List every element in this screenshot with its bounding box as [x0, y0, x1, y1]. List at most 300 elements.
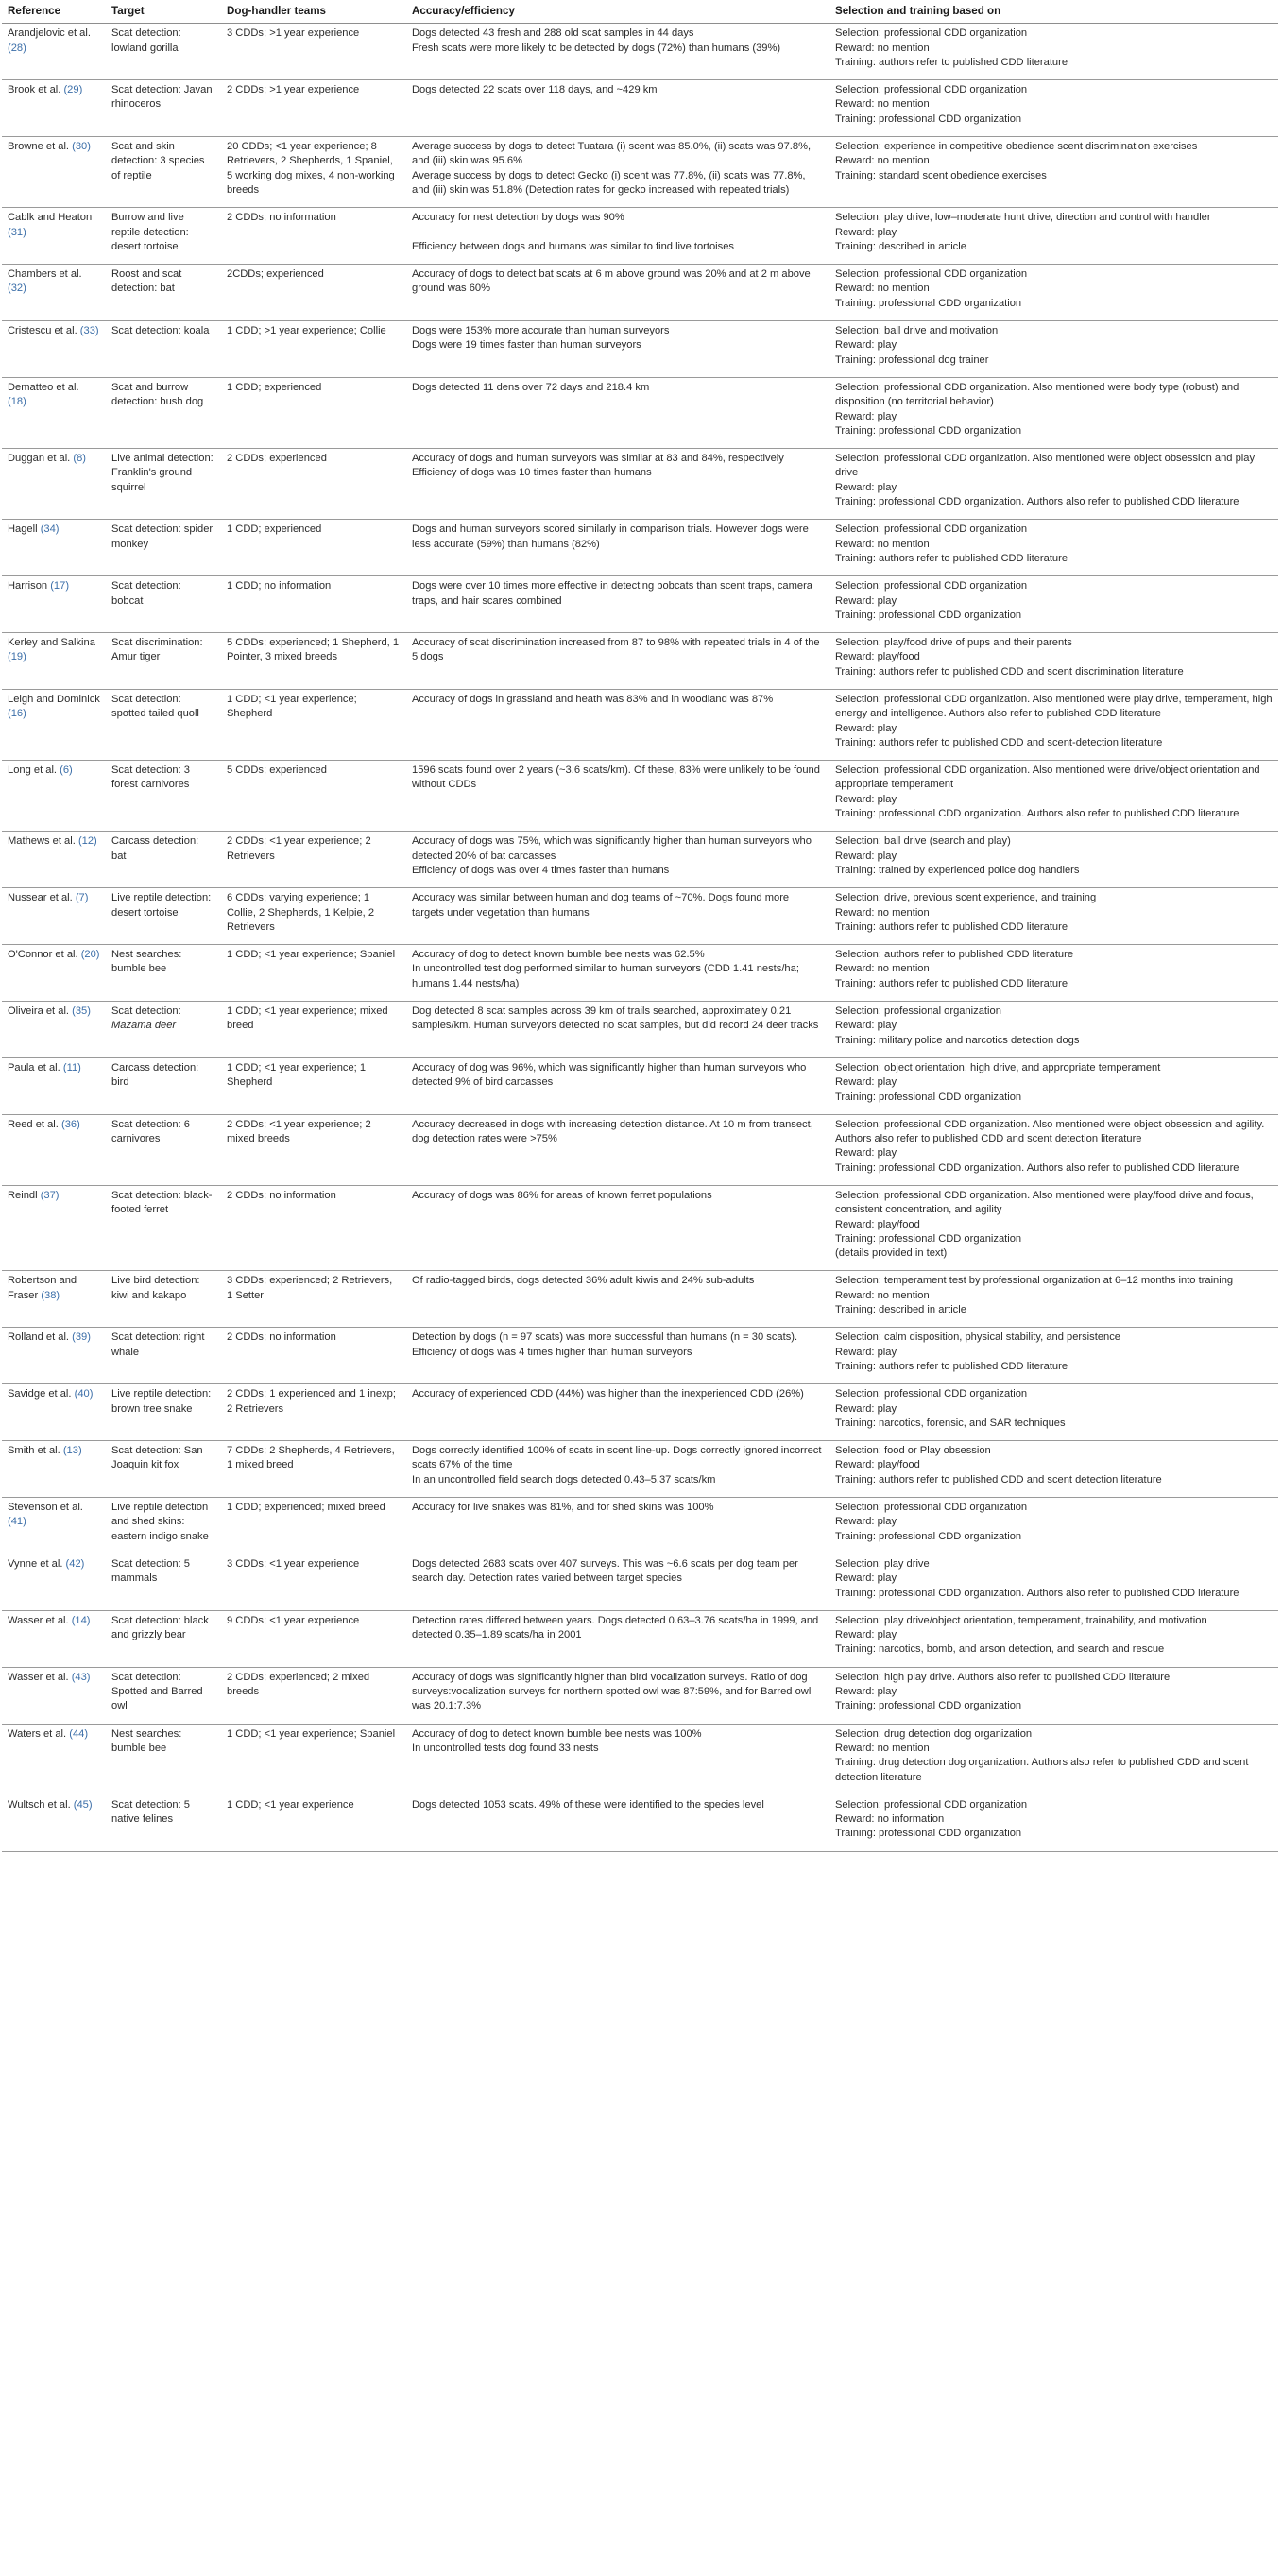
reference-citation-link[interactable]: (33) — [79, 325, 99, 337]
reference-cell — [2, 1002, 106, 1058]
selection-cell — [829, 208, 1278, 265]
selection-line: Training: professional CDD organization. Authors also refer to published CDD literature — [835, 1587, 1239, 1599]
selection-cell — [829, 1554, 1278, 1610]
target-cell — [106, 945, 221, 1002]
target-cell — [106, 1002, 221, 1058]
reference-citation-link[interactable]: (18) — [8, 396, 26, 408]
reference-cell — [2, 1610, 106, 1667]
selection-line: Training: professional CDD organization — [835, 297, 1022, 309]
reference-citation-link[interactable]: (7) — [75, 892, 89, 904]
reference-citation-link[interactable]: (32) — [8, 283, 26, 295]
accuracy-line: In uncontrolled test dog performed similar to human surveyors (CDD 1.41 nests/ha; humans 1.44 nests/ha) — [412, 963, 799, 989]
selection-line: Training: military police and narcotics detection dogs — [835, 1034, 1080, 1046]
accuracy-line: Detection by dogs (n = 97 scats) was more successful than humans (n = 30 scats). Efficiency of dogs was 4 times higher than human surveyors — [412, 1331, 798, 1358]
target-cell — [106, 832, 221, 888]
selection-line: Selection: professional CDD organization — [835, 524, 1028, 536]
target-text: Scat detection: lowland gorilla — [111, 27, 181, 54]
accuracy-cell — [406, 1271, 829, 1328]
accuracy-line: Accuracy for nest detection by dogs was 90% — [412, 212, 624, 224]
table-row — [2, 1498, 1278, 1554]
reference-citation-link[interactable]: (29) — [63, 84, 83, 96]
table-row — [2, 321, 1278, 378]
reference-cell — [2, 1114, 106, 1185]
reference-authors: Waters et al. — [8, 1727, 67, 1740]
selection-line: Selection: professional CDD organization. Also mentioned were drive/object orientation and appropriate temperament — [835, 764, 1260, 791]
reference-cell — [2, 576, 106, 633]
reference-citation-link[interactable]: (36) — [61, 1118, 80, 1130]
selection-line: Training: professional CDD organization — [835, 112, 1022, 125]
target-cell — [106, 80, 221, 137]
reference-cell — [2, 1384, 106, 1441]
reference-authors: Duggan et al. — [8, 453, 71, 465]
table-row — [2, 689, 1278, 760]
teams-cell: 20 CDDs; <1 year experience; 8 Retrievers, 2 Shepherds, 1 Spaniel, 5 working dog mixes, 4 non-working breeds — [221, 137, 406, 208]
accuracy-line: Dogs were over 10 times more effective in detecting bobcats than scent traps, camera traps, and hair scares combined — [412, 580, 812, 607]
target-cell — [106, 377, 221, 448]
selection-line: Training: professional CDD organization — [835, 1091, 1022, 1103]
selection-line: Reward: play/food — [835, 1218, 920, 1230]
selection-line: Reward: play/food — [835, 651, 920, 663]
selection-line: Selection: play drive/object orientation, temperament, trainability, and motivation — [835, 1614, 1207, 1626]
reference-citation-link[interactable]: (44) — [69, 1727, 89, 1740]
reference-cell — [2, 24, 106, 80]
table-header-row — [2, 0, 1278, 24]
selection-line: Reward: no mention — [835, 283, 930, 295]
accuracy-cell — [406, 208, 829, 265]
table-row — [2, 520, 1278, 576]
teams-cell: 1 CDD; <1 year experience — [221, 1795, 406, 1851]
reference-citation-link[interactable]: (35) — [72, 1005, 91, 1018]
target-text: Nest searches: bumble bee — [111, 1727, 182, 1754]
selection-line: Training: narcotics, bomb, and arson detection, and search and rescue — [835, 1643, 1165, 1656]
reference-cell — [2, 1328, 106, 1384]
accuracy-line: Accuracy of scat discrimination increased from 87 to 98% with repeated trials in 4 of the 5 dogs — [412, 637, 820, 663]
reference-authors: Long et al. — [8, 764, 58, 777]
reference-cell — [2, 265, 106, 321]
target-cell — [106, 520, 221, 576]
selection-line: Reward: play — [835, 793, 897, 805]
selection-line: Selection: professional CDD organization — [835, 268, 1028, 281]
reference-authors: Reed et al. — [8, 1118, 59, 1130]
accuracy-cell — [406, 1186, 829, 1271]
accuracy-line: Accuracy of dog to detect known bumble bee nests was 100% — [412, 1727, 702, 1740]
reference-citation-link[interactable]: (39) — [72, 1331, 91, 1344]
accuracy-line: Accuracy of dogs was 75%, which was significantly higher than human surveyors who detected 20% of bat carcasses — [412, 835, 812, 862]
accuracy-cell — [406, 1667, 829, 1724]
reference-citation-link[interactable]: (31) — [8, 226, 26, 238]
teams-cell: 1 CDD; <1 year experience; mixed breed — [221, 1002, 406, 1058]
reference-authors: Browne et al. — [8, 141, 70, 153]
target-text: Scat detection: San Joaquin kit fox — [111, 1445, 203, 1471]
teams-cell: 2 CDDs; no information — [221, 208, 406, 265]
table-row — [2, 1724, 1278, 1795]
teams-cell: 1 CDD; <1 year experience; Shepherd — [221, 689, 406, 760]
accuracy-line: Efficiency between dogs and humans was similar to find live tortoises — [412, 240, 734, 252]
reference-authors: Mathews et al. — [8, 835, 76, 848]
target-text: Scat detection: 3 forest carnivores — [111, 764, 190, 791]
target-cell — [106, 576, 221, 633]
target-species-italic: Mazama deer — [111, 1020, 177, 1032]
selection-line: Reward: play — [835, 481, 897, 493]
reference-citation-link[interactable]: (28) — [8, 42, 26, 54]
selection-line: Training: professional CDD organization. Authors also refer to published CDD literature — [835, 496, 1239, 508]
target-cell — [106, 449, 221, 520]
reference-citation-link[interactable]: (6) — [60, 764, 73, 777]
target-text: Scat detection: Javan rhinoceros — [111, 84, 213, 111]
accuracy-line: Accuracy decreased in dogs with increasing detection distance. At 10 m from transect, dog detection rates were >75% — [412, 1118, 813, 1145]
reference-authors: Wultsch et al. — [8, 1798, 71, 1811]
selection-line: Training: authors refer to published CDD literature — [835, 1360, 1068, 1372]
reference-citation-link[interactable]: (38) — [41, 1289, 60, 1301]
target-text: Scat detection: Spotted and Barred owl — [111, 1671, 203, 1712]
teams-cell: 2 CDDs; experienced; 2 mixed breeds — [221, 1667, 406, 1724]
selection-line: Selection: play drive — [835, 1557, 930, 1570]
selection-line: Training: trained by experienced police dog handlers — [835, 864, 1080, 876]
target-text: Live animal detection: Franklin's ground squirrel — [111, 453, 214, 493]
accuracy-cell — [406, 1724, 829, 1795]
reference-citation-link[interactable]: (19) — [8, 651, 26, 663]
target-text: Scat detection: 6 carnivores — [111, 1118, 190, 1145]
selection-line: Reward: no mention — [835, 155, 930, 167]
selection-cell — [829, 24, 1278, 80]
accuracy-line: Average success by dogs to detect Gecko (i) scent was 77.8%, (ii) scats was 77.8%, and (iii) skin was 51.8% (Detection rates for gecko increased with repeated trials) — [412, 169, 806, 196]
reference-authors: Brook et al. — [8, 84, 61, 96]
reference-authors: Stevenson et al. — [8, 1502, 83, 1514]
target-cell — [106, 633, 221, 690]
teams-cell: 1 CDD; no information — [221, 576, 406, 633]
selection-line: Reward: no mention — [835, 42, 930, 54]
selection-line: Reward: play — [835, 1686, 897, 1698]
selection-line: Reward: play — [835, 1020, 897, 1032]
selection-line: Reward: play — [835, 1516, 897, 1528]
target-cell — [106, 24, 221, 80]
teams-cell: 1 CDD; experienced — [221, 377, 406, 448]
selection-line: Selection: professional CDD organization. Also mentioned were play/food drive and focus, consistent concentration, and agility — [835, 1190, 1254, 1216]
target-text: Scat and skin detection: 3 species of reptile — [111, 141, 205, 181]
selection-cell — [829, 945, 1278, 1002]
selection-cell — [829, 520, 1278, 576]
selection-line: Selection: professional CDD organization. Also mentioned were object obsession and agility. Authors also refer to published CDD and scent detection literature — [835, 1118, 1265, 1145]
accuracy-cell — [406, 1002, 829, 1058]
reference-authors: Smith et al. — [8, 1445, 60, 1457]
cdd-studies-table — [2, 0, 1278, 1852]
target-cell — [106, 321, 221, 378]
accuracy-cell — [406, 520, 829, 576]
accuracy-cell — [406, 576, 829, 633]
selection-line: Selection: professional CDD organization — [835, 580, 1028, 592]
reference-cell — [2, 1667, 106, 1724]
accuracy-cell — [406, 24, 829, 80]
table-row — [2, 1795, 1278, 1851]
selection-cell — [829, 1441, 1278, 1498]
table-row — [2, 888, 1278, 945]
target-cell — [106, 888, 221, 945]
accuracy-line: Accuracy was similar between human and dog teams of ~70%. Dogs found more targets under vegetation than humans — [412, 892, 790, 919]
target-text: Scat and burrow detection: bush dog — [111, 381, 204, 408]
selection-cell — [829, 137, 1278, 208]
teams-cell: 6 CDDs; varying experience; 1 Collie, 2 Shepherds, 1 Kelpie, 2 Retrievers — [221, 888, 406, 945]
selection-cell — [829, 888, 1278, 945]
selection-line: Selection: play/food drive of pups and their parents — [835, 637, 1072, 649]
selection-line: Reward: no information — [835, 1813, 945, 1826]
teams-cell: 2 CDDs; >1 year experience — [221, 80, 406, 137]
selection-cell — [829, 1498, 1278, 1554]
selection-line: Selection: object orientation, high drive, and appropriate temperament — [835, 1061, 1161, 1073]
reference-citation-link[interactable]: (40) — [74, 1388, 94, 1400]
table-body — [2, 24, 1278, 1851]
selection-line: Training: described in article — [835, 240, 966, 252]
target-text: Live reptile detection: desert tortoise — [111, 892, 212, 919]
target-text: Burrow and live reptile detection: desert tortoise — [111, 212, 189, 252]
selection-cell — [829, 1186, 1278, 1271]
selection-line: Training: professional CDD organization — [835, 1700, 1022, 1712]
reference-authors: Kerley and Salkina — [8, 637, 95, 649]
table-row — [2, 1667, 1278, 1724]
selection-line: Selection: drive, previous scent experience, and training — [835, 892, 1097, 904]
accuracy-cell — [406, 137, 829, 208]
reference-citation-link[interactable]: (34) — [40, 524, 60, 536]
selection-line: Training: authors refer to published CDD and scent-detection literature — [835, 736, 1163, 748]
target-text: Nest searches: bumble bee — [111, 949, 182, 975]
table-row — [2, 377, 1278, 448]
reference-authors: Oliveira et al. — [8, 1005, 70, 1018]
table-row — [2, 137, 1278, 208]
accuracy-line: Fresh scats were more likely to be detected by dogs (72%) than humans (39%) — [412, 42, 781, 54]
table-row — [2, 1271, 1278, 1328]
selection-line: Training: professional CDD organization — [835, 609, 1022, 621]
selection-line: Training: authors refer to published CDD literature — [835, 920, 1068, 933]
accuracy-cell — [406, 265, 829, 321]
target-text: Roost and scat detection: bat — [111, 268, 182, 295]
accuracy-line: Accuracy for live snakes was 81%, and for shed skins was 100% — [412, 1502, 714, 1514]
selection-cell — [829, 377, 1278, 448]
reference-cell — [2, 633, 106, 690]
selection-cell — [829, 1002, 1278, 1058]
selection-line: Reward: no mention — [835, 906, 930, 919]
reference-cell — [2, 945, 106, 1002]
table-row — [2, 1441, 1278, 1498]
reference-citation-link[interactable]: (41) — [8, 1516, 26, 1528]
target-text: Live reptile detection and shed skins: eastern indigo snake — [111, 1502, 209, 1542]
accuracy-line: Accuracy of dogs and human surveyors was similar at 83 and 84%, respectively — [412, 453, 784, 465]
selection-line: Training: narcotics, forensic, and SAR techniques — [835, 1417, 1066, 1429]
reference-citation-link[interactable]: (45) — [73, 1798, 93, 1811]
target-text: Live bird detection: kiwi and kakapo — [111, 1275, 200, 1301]
selection-line: Reward: no mention — [835, 98, 930, 111]
accuracy-cell — [406, 1114, 829, 1185]
accuracy-line: Dogs and human surveyors scored similarly in comparison trials. However dogs were less accurate (59%) than humans (82%) — [412, 524, 809, 550]
teams-cell: 1 CDD; experienced — [221, 520, 406, 576]
accuracy-cell — [406, 1610, 829, 1667]
reference-citation-link[interactable]: (17) — [50, 580, 70, 592]
accuracy-line: Dogs detected 1053 scats. 49% of these were identified to the species level — [412, 1798, 764, 1811]
table-row — [2, 1384, 1278, 1441]
target-text: Scat detection: spider monkey — [111, 524, 214, 550]
target-cell — [106, 1057, 221, 1114]
reference-authors: Savidge et al. — [8, 1388, 72, 1400]
accuracy-line: Dog detected 8 scat samples across 39 km of trails searched, approximately 0.21 samples/km. Human surveyors detected no scat samples, but did record 24 deer tracks — [412, 1005, 819, 1032]
teams-cell: 3 CDDs; >1 year experience — [221, 24, 406, 80]
accuracy-line: Accuracy of dogs was significantly higher than bird vocalization surveys. Ratio of dog surveys:vocalization surveys for northern spotted owl was 87:59%, and for Barred owl was 20.1:7.3% — [412, 1671, 812, 1712]
reference-citation-link[interactable]: (11) — [62, 1061, 81, 1073]
teams-cell: 1 CDD; <1 year experience; 1 Shepherd — [221, 1057, 406, 1114]
selection-line: Reward: play — [835, 1572, 897, 1585]
reference-cell — [2, 1498, 106, 1554]
reference-authors: Cristescu et al. — [8, 325, 77, 337]
reference-authors: Cablk and Heaton — [8, 212, 93, 224]
reference-authors: Chambers et al. — [8, 268, 82, 281]
accuracy-cell — [406, 1384, 829, 1441]
teams-cell: 2 CDDs; no information — [221, 1328, 406, 1384]
selection-line: Selection: ball drive and motivation — [835, 325, 999, 337]
reference-authors: Harrison — [8, 580, 48, 592]
accuracy-cell — [406, 832, 829, 888]
teams-cell: 2 CDDs; <1 year experience; 2 Retrievers — [221, 832, 406, 888]
reference-citation-link[interactable]: (16) — [8, 708, 26, 720]
teams-cell: 1 CDD; experienced; mixed breed — [221, 1498, 406, 1554]
accuracy-cell — [406, 888, 829, 945]
selection-cell — [829, 576, 1278, 633]
selection-line: Reward: play — [835, 850, 897, 862]
teams-cell: 7 CDDs; 2 Shepherds, 4 Retrievers, 1 mixed breed — [221, 1441, 406, 1498]
target-cell — [106, 208, 221, 265]
selection-line: Reward: no mention — [835, 1289, 930, 1301]
column-header-accuracy: Accuracy/efficiency — [406, 0, 829, 24]
column-header-selection: Selection and training based on — [829, 0, 1278, 24]
reference-authors: Paula et al. — [8, 1061, 60, 1073]
selection-line: Reward: play — [835, 1147, 897, 1159]
selection-line: Selection: calm disposition, physical stability, and persistence — [835, 1331, 1120, 1344]
reference-citation-link[interactable]: (20) — [80, 949, 100, 961]
reference-citation-link[interactable]: (42) — [65, 1557, 85, 1570]
selection-line: Training: professional dog trainer — [835, 353, 989, 366]
teams-cell: 3 CDDs; <1 year experience — [221, 1554, 406, 1610]
column-header-target: Target — [106, 0, 221, 24]
selection-cell — [829, 633, 1278, 690]
reference-citation-link[interactable]: (37) — [40, 1190, 60, 1201]
accuracy-cell — [406, 321, 829, 378]
accuracy-cell — [406, 945, 829, 1002]
selection-line: Training: standard scent obedience exercises — [835, 169, 1047, 181]
reference-authors: O'Connor et al. — [8, 949, 78, 961]
target-cell — [106, 1667, 221, 1724]
selection-line: (details provided in text) — [835, 1247, 948, 1260]
accuracy-cell — [406, 377, 829, 448]
target-text: Scat detection: koala — [111, 325, 210, 337]
accuracy-line: Dogs were 153% more accurate than human surveyors — [412, 325, 670, 337]
reference-cell — [2, 520, 106, 576]
table-row — [2, 761, 1278, 832]
target-text: Scat detection: spotted tailed quoll — [111, 693, 199, 720]
target-cell — [106, 1114, 221, 1185]
selection-cell — [829, 449, 1278, 520]
target-text: Scat detection: 5 native felines — [111, 1798, 190, 1826]
accuracy-cell — [406, 761, 829, 832]
selection-line: Reward: play — [835, 410, 897, 422]
table-row — [2, 945, 1278, 1002]
reference-authors: Hagell — [8, 524, 38, 536]
accuracy-line: Average success by dogs to detect Tuatara (i) scent was 85.0%, (ii) scats was 97.8%, and (iii) skin was 95.6% — [412, 141, 812, 167]
reference-authors: Leigh and Dominick — [8, 693, 100, 705]
accuracy-line: Accuracy of dogs to detect bat scats at 6 m above ground was 20% and at 2 m above ground was 60% — [412, 268, 811, 295]
target-cell — [106, 137, 221, 208]
accuracy-line: Dogs were 19 times faster than human surveyors — [412, 339, 641, 352]
column-header-teams: Dog-handler teams — [221, 0, 406, 24]
target-text: Scat discrimination: Amur tiger — [111, 637, 203, 663]
reference-authors: Robertson and Fraser — [8, 1275, 77, 1301]
selection-cell — [829, 265, 1278, 321]
accuracy-line: Accuracy of experienced CDD (44%) was higher than the inexperienced CDD (26%) — [412, 1388, 804, 1400]
reference-citation-link[interactable]: (12) — [77, 835, 97, 848]
target-text: Scat detection: black-footed ferret — [111, 1190, 213, 1216]
target-cell — [106, 689, 221, 760]
selection-line: Reward: play — [835, 1402, 897, 1415]
reference-cell — [2, 377, 106, 448]
target-text: Scat detection: bobcat — [111, 580, 181, 607]
reference-cell — [2, 1441, 106, 1498]
target-cell — [106, 1795, 221, 1851]
reference-citation-link[interactable]: (14) — [71, 1614, 91, 1626]
reference-authors: Nussear et al. — [8, 892, 73, 904]
selection-line: Selection: professional CDD organization — [835, 1388, 1028, 1400]
selection-line: Selection: professional organization — [835, 1005, 1001, 1018]
selection-line: Selection: professional CDD organization — [835, 1798, 1028, 1811]
table-row — [2, 80, 1278, 137]
table-row — [2, 1002, 1278, 1058]
selection-line: Selection: professional CDD organization. Also mentioned were body type (robust) and disposition (no territorial behavior) — [835, 381, 1239, 408]
selection-cell — [829, 1328, 1278, 1384]
accuracy-line: Dogs detected 22 scats over 118 days, and ~429 km — [412, 84, 658, 96]
selection-line: Reward: play/food — [835, 1459, 920, 1471]
reference-authors: Reindl — [8, 1190, 38, 1201]
selection-line: Training: authors refer to published CDD literature — [835, 56, 1068, 68]
reference-cell — [2, 321, 106, 378]
selection-cell — [829, 1795, 1278, 1851]
reference-cell — [2, 761, 106, 832]
target-text: Scat detection: black and grizzly bear — [111, 1614, 209, 1641]
reference-cell — [2, 689, 106, 760]
accuracy-line: Accuracy of dogs was 86% for areas of known ferret populations — [412, 1190, 712, 1201]
reference-authors: Wasser et al. — [8, 1614, 69, 1626]
table-row — [2, 832, 1278, 888]
accuracy-cell — [406, 1795, 829, 1851]
selection-cell — [829, 1114, 1278, 1185]
target-cell — [106, 1724, 221, 1795]
accuracy-line: In uncontrolled tests dog found 33 nests — [412, 1742, 599, 1754]
reference-cell — [2, 1271, 106, 1328]
accuracy-line: Efficiency of dogs was over 4 times faster than humans — [412, 864, 670, 876]
accuracy-line: Of radio-tagged birds, dogs detected 36% adult kiwis and 24% sub-adults — [412, 1275, 755, 1287]
selection-line: Selection: drug detection dog organization — [835, 1727, 1033, 1740]
reference-citation-link[interactable]: (13) — [62, 1445, 82, 1457]
target-cell — [106, 1441, 221, 1498]
target-cell — [106, 1498, 221, 1554]
teams-cell: 5 CDDs; experienced — [221, 761, 406, 832]
reference-citation-link[interactable]: (8) — [73, 453, 87, 465]
reference-authors: Vynne et al. — [8, 1557, 63, 1570]
accuracy-cell — [406, 1498, 829, 1554]
table-row — [2, 633, 1278, 690]
selection-line: Reward: play — [835, 594, 897, 607]
accuracy-line — [412, 226, 824, 240]
selection-line: Reward: no mention — [835, 1742, 930, 1754]
accuracy-line: Dogs correctly identified 100% of scats in scent line-up. Dogs correctly ignored incorrect scats 67% of the time — [412, 1445, 822, 1471]
reference-citation-link[interactable]: (43) — [71, 1671, 91, 1683]
selection-line: Selection: professional CDD organization — [835, 1502, 1028, 1514]
reference-citation-link[interactable]: (30) — [72, 141, 91, 153]
selection-line: Training: authors refer to published CDD and scent discrimination literature — [835, 665, 1184, 678]
selection-line: Reward: play — [835, 339, 897, 352]
